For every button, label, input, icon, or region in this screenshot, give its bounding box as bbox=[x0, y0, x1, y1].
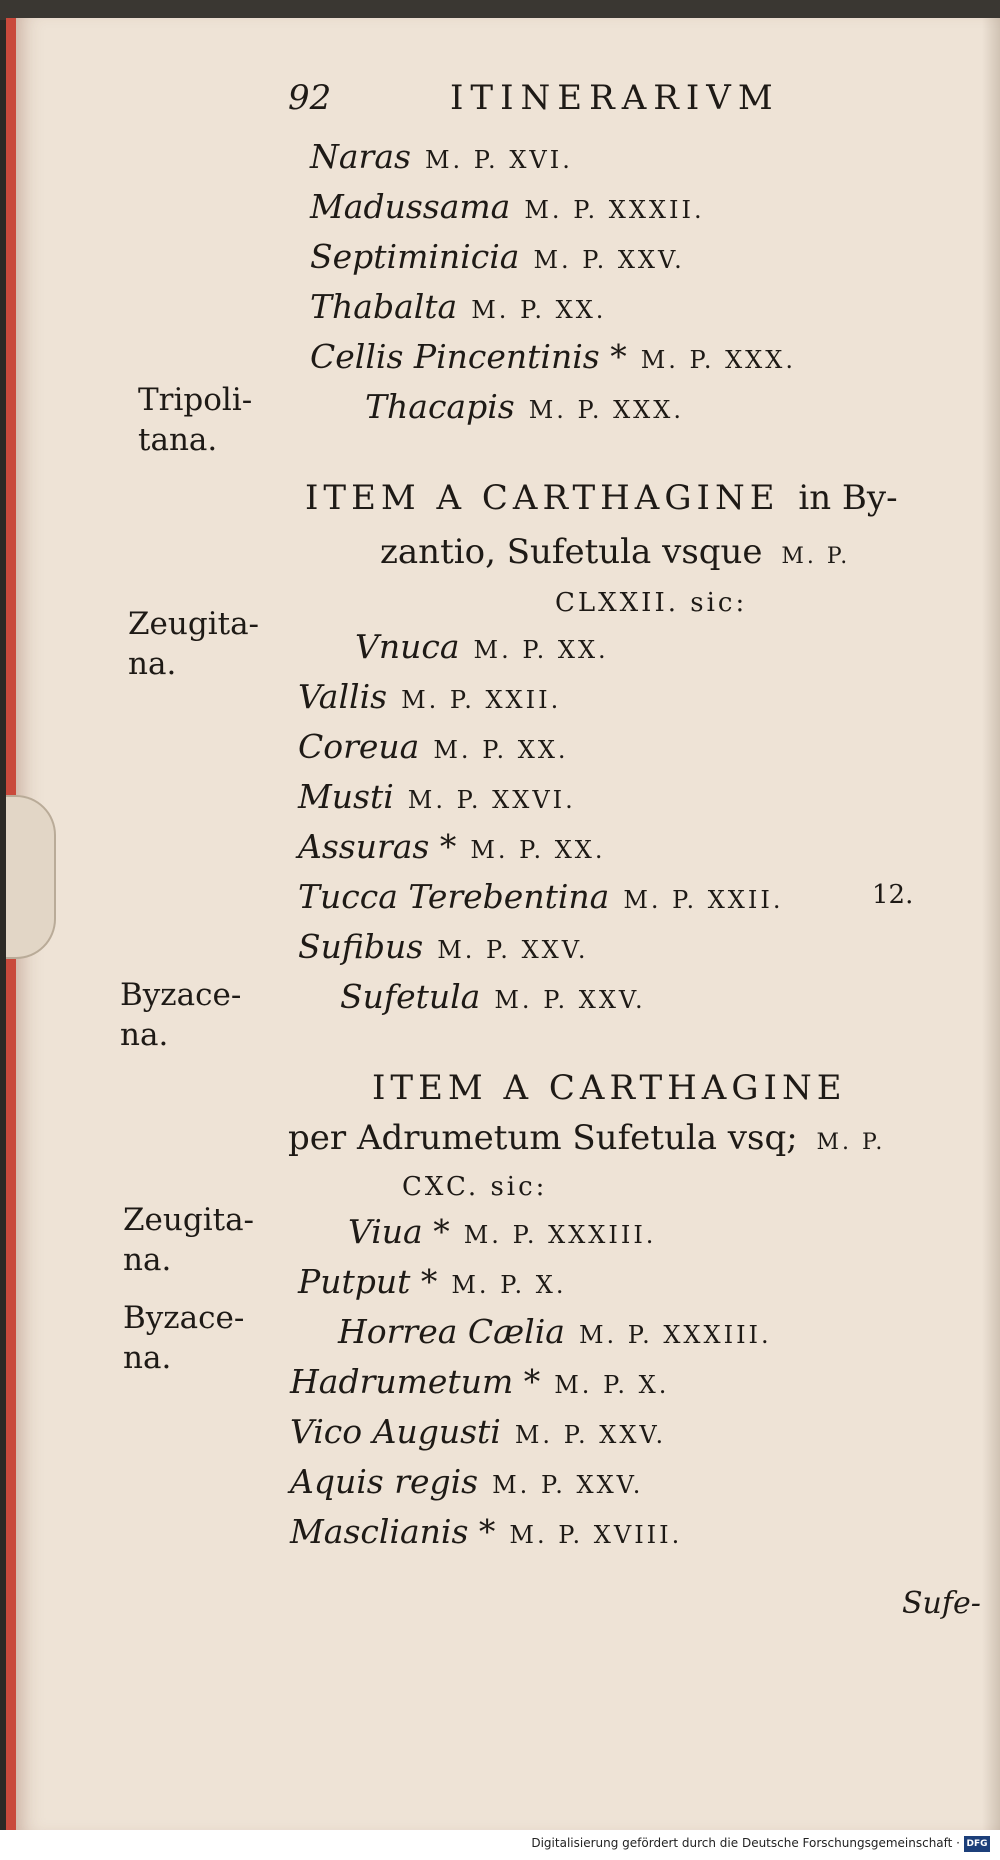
page-edge-shadow bbox=[982, 18, 1000, 1830]
itinerary-entry bbox=[340, 977, 646, 1016]
place-name: Masclianis * bbox=[290, 1512, 496, 1551]
place-name: Assuras * bbox=[298, 827, 457, 866]
distance: M. P. XXXIII. bbox=[463, 1221, 657, 1249]
page-clip-mark bbox=[6, 795, 56, 959]
distance: M. P. XX. bbox=[473, 636, 609, 664]
distance: M. P. XXV. bbox=[437, 936, 589, 964]
itinerary-entry bbox=[290, 1512, 682, 1551]
margin-note-province: Zeugita- na. bbox=[123, 1202, 255, 1278]
place-name: Aquis regis bbox=[290, 1462, 479, 1501]
place-name: Tucca Terebentina bbox=[298, 877, 610, 916]
dfg-logo-icon: DFG bbox=[964, 1836, 990, 1852]
scan-top-bar bbox=[0, 0, 1000, 20]
place-name: Cellis Pincentinis * bbox=[310, 337, 627, 376]
distance: M. P. XX. bbox=[433, 736, 569, 764]
place-name: Viua * bbox=[348, 1212, 450, 1251]
place-name: Thacapis bbox=[365, 387, 515, 426]
itinerary-entry bbox=[298, 827, 606, 866]
itinerary-entry bbox=[298, 927, 589, 966]
itinerary-entry bbox=[355, 627, 609, 666]
distance: M. P. XX. bbox=[470, 836, 606, 864]
place-name: Vico Augusti bbox=[290, 1412, 501, 1451]
section-heading: ITEM A CARTHAGINE bbox=[372, 1068, 847, 1108]
place-name: Sufetula bbox=[340, 977, 481, 1016]
place-name: Horrea Cælia bbox=[338, 1312, 565, 1351]
section-heading-line3: CLXXII. sic: bbox=[555, 588, 748, 618]
section-heading-line3: CXC. sic: bbox=[402, 1172, 548, 1202]
distance: M. P. XX. bbox=[471, 296, 607, 324]
itinerary-entry bbox=[298, 1262, 566, 1301]
margin-note-province: Tripoli- tana. bbox=[138, 382, 253, 458]
itinerary-entry bbox=[310, 137, 573, 176]
place-name: Sufibus bbox=[298, 927, 424, 966]
digitization-credit: Digitalisierung gefördert durch die Deutsche Forschungsgemeinschaft · bbox=[531, 1836, 960, 1850]
itinerary-entry bbox=[338, 1312, 772, 1351]
distance: M. P. XXII. bbox=[623, 886, 784, 914]
place-name: Vallis bbox=[298, 677, 388, 716]
itinerary-entry bbox=[290, 1362, 669, 1401]
distance: M. P. XXX. bbox=[528, 396, 684, 424]
running-head: ITINERARIVM bbox=[450, 78, 780, 118]
section-heading-line2: zantio, Sufetula vsque M. P. bbox=[380, 532, 851, 572]
place-name: Septiminicia bbox=[310, 237, 520, 276]
itinerary-entry bbox=[310, 287, 606, 326]
distance: M. P. XXII. bbox=[401, 686, 562, 714]
margin-note-province: Byzace- na. bbox=[123, 1300, 245, 1376]
place-name: Coreua bbox=[298, 727, 420, 766]
distance: M. P. XXVI. bbox=[407, 786, 576, 814]
itinerary-entry bbox=[365, 387, 684, 426]
page-number: 92 bbox=[288, 78, 332, 118]
distance: M. P. XXV. bbox=[492, 1471, 644, 1499]
itinerary-entry bbox=[290, 1462, 643, 1501]
distance: M. P. XXXII. bbox=[524, 196, 705, 224]
side-number: 12. bbox=[872, 880, 914, 910]
itinerary-entry bbox=[298, 777, 576, 816]
itinerary-entry bbox=[298, 877, 783, 916]
distance: M. P. XXV. bbox=[494, 986, 646, 1014]
catchword: Sufe- bbox=[902, 1586, 981, 1621]
place-name: Vnuca bbox=[355, 627, 460, 666]
section-heading: ITEM A CARTHAGINE in By- bbox=[305, 478, 898, 518]
itinerary-entry bbox=[298, 677, 561, 716]
itinerary-entry bbox=[310, 237, 685, 276]
itinerary-entry bbox=[310, 337, 796, 376]
margin-note-province: Byzace- na. bbox=[120, 977, 242, 1053]
itinerary-entry bbox=[298, 727, 569, 766]
section-heading-line2: per Adrumetum Sufetula vsq; M. P. bbox=[288, 1118, 886, 1158]
itinerary-entry bbox=[348, 1212, 656, 1251]
itinerary-entry bbox=[290, 1412, 666, 1451]
place-name: Putput * bbox=[298, 1262, 438, 1301]
distance: M. P. XVI. bbox=[424, 146, 573, 174]
distance: M. P. X. bbox=[554, 1371, 670, 1399]
distance: M. P. X. bbox=[451, 1271, 567, 1299]
distance: M. P. XVIII. bbox=[509, 1521, 683, 1549]
itinerary-entry bbox=[310, 187, 705, 226]
place-name: Madussama bbox=[310, 187, 511, 226]
place-name: Musti bbox=[298, 777, 394, 816]
place-name: Thabalta bbox=[310, 287, 458, 326]
margin-note-province: Zeugita- na. bbox=[128, 606, 260, 682]
distance: M. P. XXX. bbox=[640, 346, 796, 374]
distance: M. P. XXXIII. bbox=[578, 1321, 772, 1349]
place-name: Hadrumetum * bbox=[290, 1362, 541, 1401]
distance: M. P. XXV. bbox=[533, 246, 685, 274]
distance: M. P. XXV. bbox=[514, 1421, 667, 1449]
place-name: Naras bbox=[310, 137, 411, 176]
